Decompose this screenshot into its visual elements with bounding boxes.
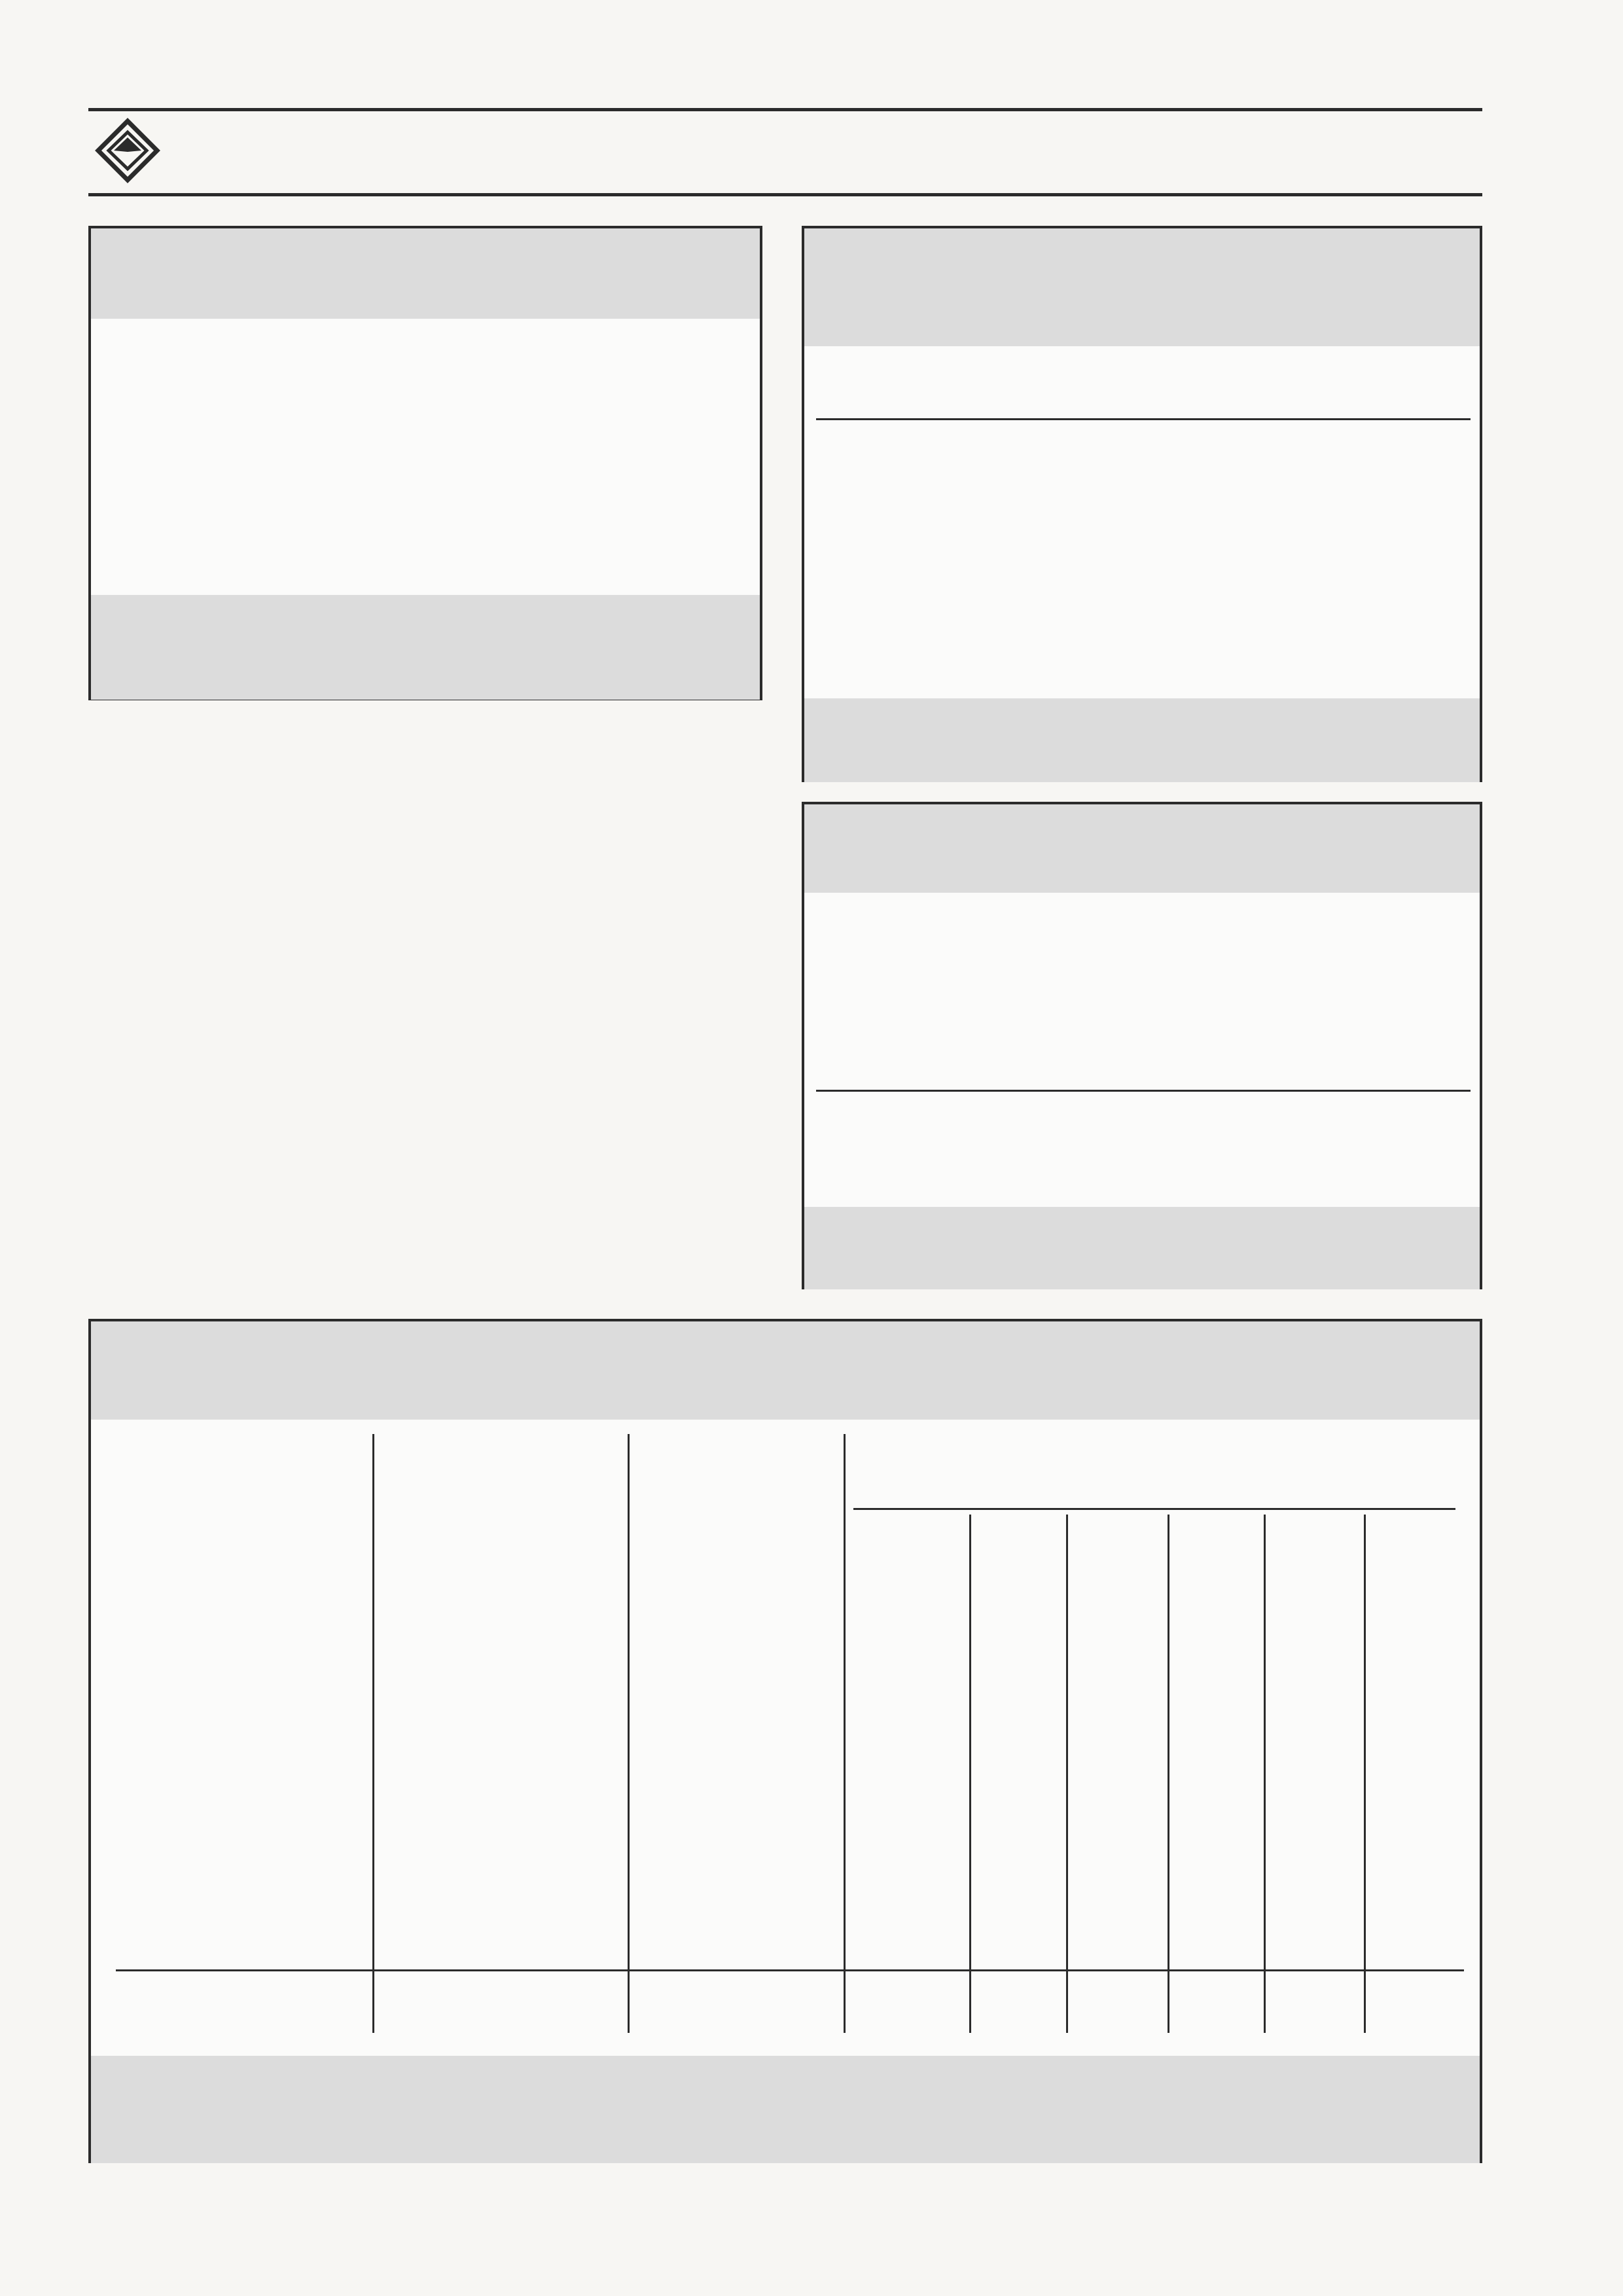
cuadro3-title (804, 228, 1480, 346)
cuadro2-vline-u (1264, 1515, 1266, 2033)
cuadro2-header-rule (853, 1508, 1455, 1510)
header-rule-top (88, 108, 1482, 111)
diamond-logo-icon (92, 118, 164, 183)
cuadro3-box (802, 226, 1482, 782)
cuadro2-box (88, 1319, 1482, 2163)
footer (98, 2181, 110, 2216)
cuadro2-vline-2 (628, 1434, 630, 2033)
cuadro4-group-divider (816, 1090, 1471, 1092)
header-rule-bottom (88, 193, 1482, 196)
cuadro2-vline-e (1066, 1515, 1068, 2033)
cuadro4-box (802, 802, 1482, 1289)
cuadro1-title (91, 228, 760, 319)
cuadro2-avg-rule (116, 1969, 1464, 1971)
cuadro2-vline-n (1364, 1515, 1366, 2033)
cuadro2-vline-3 (844, 1434, 846, 2033)
cuadro1-source (91, 595, 760, 700)
cuadro4-source (804, 1207, 1480, 1289)
cuadro2-notes (91, 2056, 1480, 2163)
cuadro2-title (91, 1321, 1480, 1420)
cuadro1-box (88, 226, 762, 700)
cuadro1-title-line1 (91, 228, 760, 238)
cuadro3-header-rule (816, 418, 1471, 420)
cuadro2-title-line1 (91, 1321, 1480, 1338)
cuadro2-vline-m (1168, 1515, 1169, 2033)
cuadro2-vline-p (969, 1515, 971, 2033)
cuadro2-vline-1 (372, 1434, 374, 2033)
cuadro3-title-line1 (804, 228, 1480, 238)
cuadro3-source (804, 698, 1480, 782)
cuadro4-title-line1 (804, 804, 1480, 814)
cuadro4-title (804, 804, 1480, 893)
